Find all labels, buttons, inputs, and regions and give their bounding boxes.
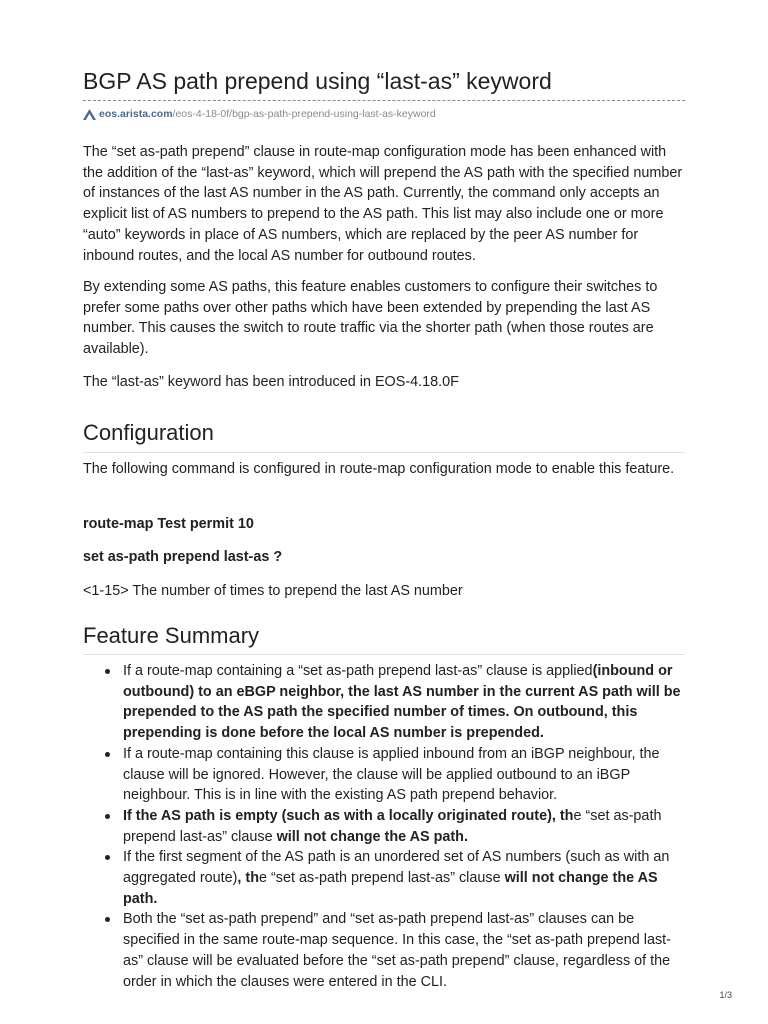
intro-paragraph-2: By extending some AS paths, this feature enables customers to configure their switches to prefer some paths over other paths which have been extended by prepending the last AS number. This causes the switch to route traffic via the shorter path (when those routes are available).: [83, 279, 658, 358]
list-item-bold-text: If the AS path is empty (such as with a locally originated route), th: [123, 807, 574, 824]
bullet-icon: [105, 669, 110, 674]
feature-summary-list: [83, 661, 685, 992]
list-item-bold-text: , th: [237, 870, 260, 887]
command-help-text: <1-15> The number of times to prepend the last AS number: [83, 583, 463, 599]
command-route-map: route-map Test permit 10: [83, 516, 254, 532]
list-item-text: If a route-map containing this clause is applied inbound from an iBGP neighbour, the clause will be ignored. However, the clause will be applied outbound to an iBGP neighbour. This is in line with the existing AS path prepend behavior.: [123, 745, 660, 804]
configuration-rule: [83, 452, 685, 453]
list-item-text: If the first segment of the AS path is an unordered set of AS numbers (such as with an aggregated route): [123, 849, 670, 887]
list-item-bold-text: will not change the AS path.: [123, 870, 658, 907]
list-item: [83, 661, 685, 744]
intro-paragraph-3: The “last-as” keyword has been introduced in EOS-4.18.0F: [83, 374, 459, 390]
bullet-icon: [105, 917, 110, 922]
list-item-text: e “set as-path prepend last-as” clause: [259, 870, 505, 887]
list-item: [83, 847, 685, 909]
bullet-icon: [105, 814, 110, 819]
bullet-icon: [105, 752, 110, 757]
command-set-as-path: set as-path prepend last-as ?: [83, 549, 283, 565]
list-item-text: e “set as-path prepend last-as” clause: [123, 807, 662, 845]
configuration-heading: Configuration: [83, 420, 214, 445]
source-link[interactable]: [83, 108, 436, 120]
list-item: [83, 909, 685, 992]
list-item-text: If a route-map containing a “set as-path prepend last-as” clause is applied: [123, 663, 593, 679]
list-item: [83, 806, 685, 847]
source-path[interactable]: /eos-4-18-0f/bgp-as-path-prepend-using-last-as-keyword: [172, 108, 436, 120]
source-domain[interactable]: eos.arista.com: [99, 108, 173, 120]
intro-paragraph-1: The “set as-path prepend” clause in route-map configuration mode has been enhanced with the addition of the “last-as” keyword, which will prepend the AS path with the specified number of instances of the last AS number in the AS path. Currently, the command only accepts an explicit list of AS numbers to prepend to the AS path. This list may also include one or more “auto” keywords in place of AS numbers, which are replaced by the peer AS number for inbound routes, and the local AS number for outbound routes.: [83, 144, 683, 264]
feature-summary-heading: Feature Summary: [83, 623, 260, 648]
page-number: 1/3: [719, 990, 732, 1000]
list-item: [83, 744, 685, 806]
list-item-bold-text: (inbound or outbound) to an eBGP neighbor, the last AS number in the current AS path will be prepended to the AS path the specified number of times. On outbound, this prepending is done before the local AS number is prepended.: [123, 663, 681, 742]
arista-logo-icon: [83, 109, 96, 120]
configuration-paragraph: The following command is configured in route-map configuration mode to enable this feature.: [83, 461, 675, 477]
title-divider: [83, 100, 685, 101]
page-title: BGP AS path prepend using “last-as” keyword: [83, 68, 552, 94]
list-item-text: Both the “set as-path prepend” and “set as-path prepend last-as” clauses can be specified in the same route-map sequence. In this case, the “set as-path prepend last-as” clause will be evaluated before the “set as-path prepend” clause, regardless of the order in which the clauses were entered in the CLI.: [123, 911, 671, 990]
feature-summary-rule: [83, 654, 685, 655]
bullet-icon: [105, 855, 110, 860]
list-item-bold-text: will not change the AS path.: [276, 828, 468, 845]
